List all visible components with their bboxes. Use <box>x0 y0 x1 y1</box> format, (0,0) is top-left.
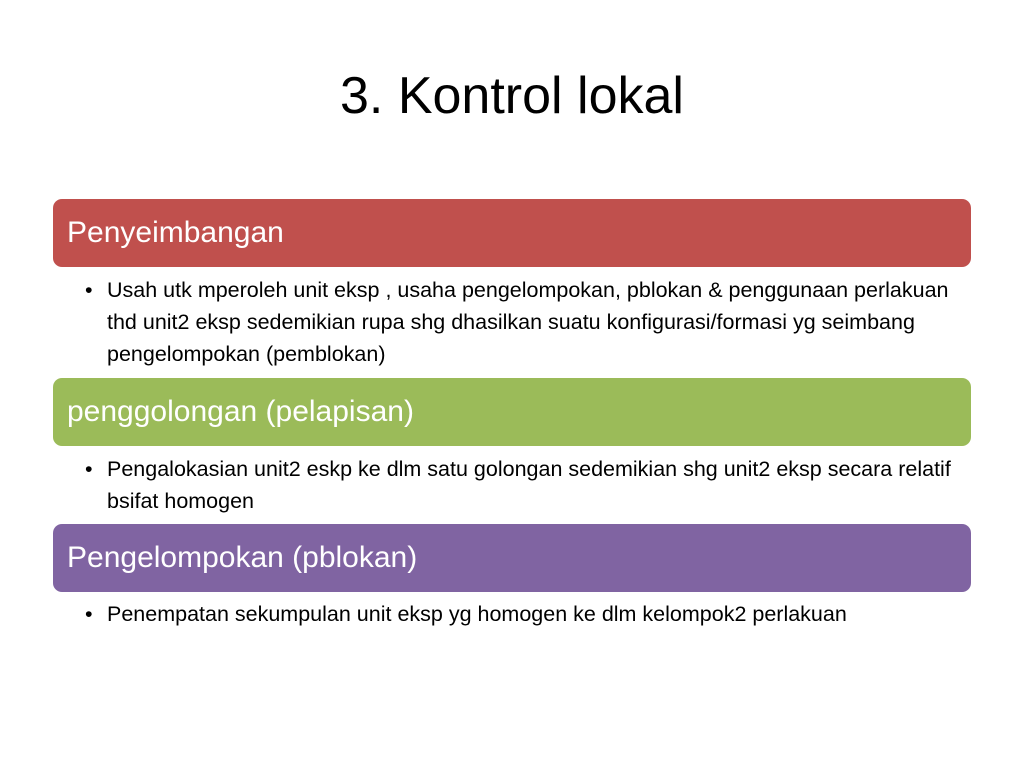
section-header-penggolongan <box>53 378 971 446</box>
bullet-text: Penempatan sekumpulan unit eksp yg homogen ke dlm kelompok2 perlakuan <box>107 602 847 626</box>
bullet-item <box>53 274 953 370</box>
bullet-point-icon: • <box>85 278 93 302</box>
slide-title: 3. Kontrol lokal <box>340 67 684 125</box>
bullet-point-icon: • <box>85 457 93 481</box>
bullet-text: Pengalokasian unit2 eskp ke dlm satu golongan sedemikian shg unit2 eksp secara relatif bsifat homogen <box>107 457 951 513</box>
bullet-text: Usah utk mperoleh unit eksp , usaha pengelompokan, pblokan & penggunaan perlakuan thd unit2 eksp sedemikian rupa shg dhasilkan suatu konfigurasi/formasi yg seimbang pengelompokan (pemblokan) <box>107 278 949 366</box>
bullet-item <box>53 598 953 630</box>
section-body-penggolongan <box>53 453 953 517</box>
section-header-label: Pengelompokan (pblokan) <box>67 541 418 574</box>
section-header-penyeimbangan <box>53 199 971 267</box>
bullet-point-icon: • <box>85 602 93 626</box>
section-header-label: Penyeimbangan <box>67 216 284 249</box>
bullet-item <box>53 453 953 517</box>
section-header-pengelompokan <box>53 524 971 592</box>
section-body-penyeimbangan <box>53 274 953 370</box>
section-header-label: penggolongan (pelapisan) <box>67 395 414 428</box>
section-body-pengelompokan <box>53 598 953 630</box>
